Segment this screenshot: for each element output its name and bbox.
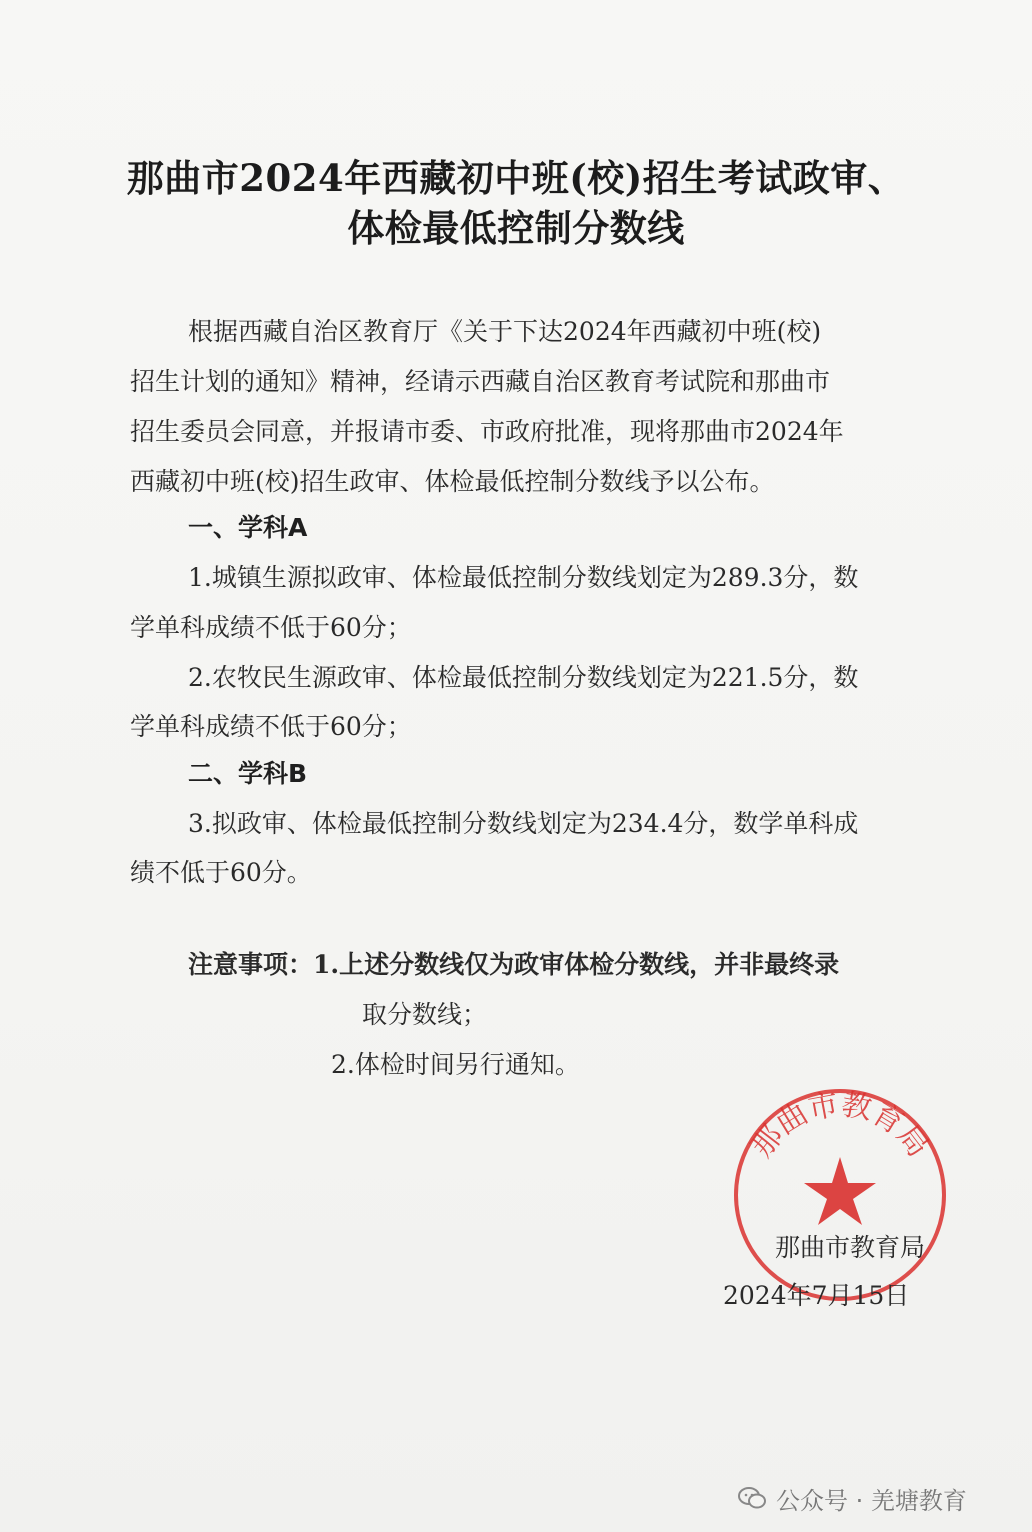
section-b-item-3-line-2: 绩不低于60分。 <box>130 858 312 887</box>
seal-star-icon <box>804 1157 876 1225</box>
section-a-item-1-line-2: 学单科成绩不低于60分； <box>130 613 412 642</box>
notes-item-2: 2.体检时间另行通知。 <box>331 1050 580 1079</box>
intro-line-3: 招生委员会同意，并报请市委、市政府批准，现将那曲市2024年 <box>130 417 844 446</box>
section-b-item-3-line-1: 3.拟政审、体检最低控制分数线划定为234.4分，数学单科成 <box>188 809 859 838</box>
section-a-item-2-line-1: 2.农牧民生源政审、体检最低控制分数线划定为221.5分，数 <box>188 663 859 692</box>
signature-org: 那曲市教育局 <box>775 1233 926 1262</box>
watermark <box>738 1480 967 1516</box>
section-a-item-2-line-2: 学单科成绩不低于60分； <box>130 712 412 741</box>
notes-line-2: 取分数线； <box>362 1000 488 1029</box>
svg-text:那曲市教育局 <box>744 1087 935 1164</box>
document-title-line-1: 那曲市2024年西藏初中班(校)招生考试政审、 <box>126 156 906 200</box>
official-seal <box>730 1085 950 1305</box>
intro-line-2: 招生计划的通知》精神，经请示西藏自治区教育考试院和那曲市 <box>130 367 831 396</box>
section-a-heading: 一、学科A <box>188 513 308 542</box>
signature-date: 2024年7月15日 <box>723 1281 910 1310</box>
section-a-item-1-line-1: 1.城镇生源拟政审、体检最低控制分数线划定为289.3分，数 <box>188 563 859 592</box>
document-title-line-2: 体检最低控制分数线 <box>347 206 685 250</box>
intro-line-1: 根据西藏自治区教育厅《关于下达2024年西藏初中班(校) <box>188 317 822 346</box>
section-b-heading: 二、学科B <box>188 759 308 788</box>
notes-line-1: 注意事项：1.上述分数线仅为政审体检分数线，并非最终录 <box>188 950 840 979</box>
seal-text: 那曲市教育局 <box>744 1087 936 1164</box>
intro-line-4: 西藏初中班(校)招生政审、体检最低控制分数线予以公布。 <box>130 467 775 496</box>
wechat-icon <box>738 1487 766 1509</box>
watermark-text: 公众号 · 羌塘教育 <box>776 1486 967 1515</box>
